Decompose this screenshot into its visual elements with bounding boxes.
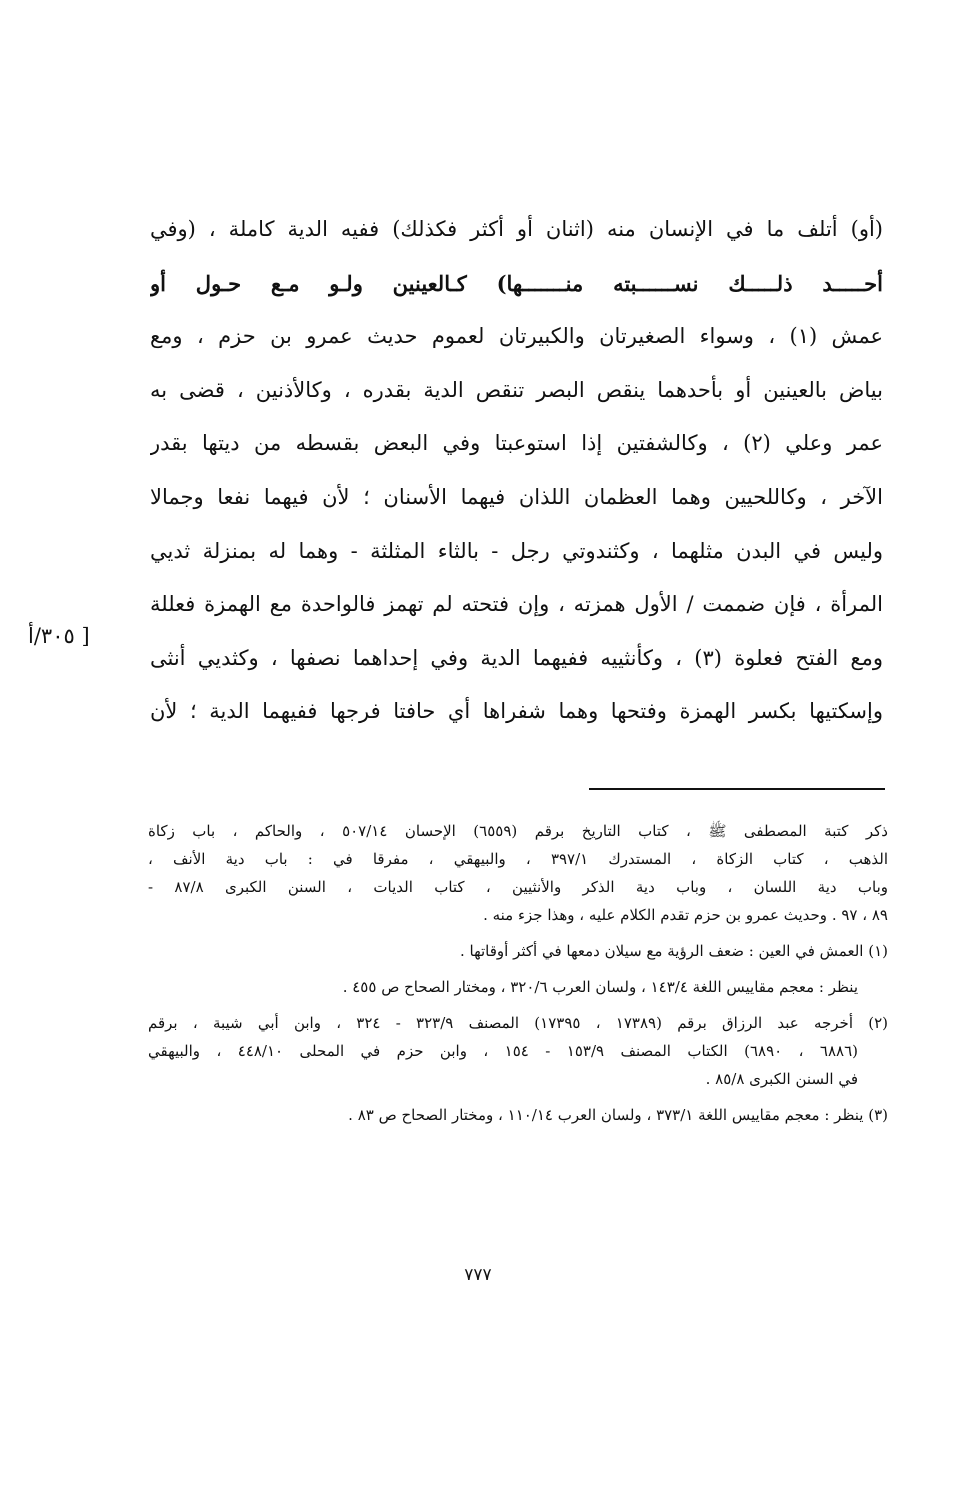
body-line-3: عمش (١) ، وسواء الصغيرتان والكبيرتان لعموم حديث عمرو بن حزم ، ومع: [150, 324, 883, 349]
body-line-4: بياض بالعينين أو بأحدهما ينقص البصر تنقص الدية بقدره ، وكالأذنين ، قضى به: [150, 377, 883, 402]
footnote-1-line-1: (١) العمش في العين : ضعف الرؤية مع سيلان دمعها في أكثر أوقاتها .: [459, 942, 888, 960]
footnote-separator: [589, 788, 885, 790]
body-line-7: وليس في البدن مثلهما ، وكثندوتي رجل - بالثاء المثلثة - وهما له بمنزلة ثديي: [150, 538, 883, 563]
body-line-5: عمر وعلي (٢) ، وكالشفتين إذا استوعبتا وفي البعض بقسطه من ديتها بقدر: [150, 431, 883, 456]
body-line-10: وإسكتيها بكسر الهمزة وفتحها وهما شفراها أي حافتا فرجها ففيهما الدية ؛ لأن: [150, 699, 883, 724]
footnote-1-line-2: ينظر : معجم مقاييس اللغة ١٤٣/٤ ، ولسان العرب ٣٢٠/٦ ، ومختار الصحاح ص ٤٥٥ .: [342, 978, 858, 996]
manuscript-folio-marker: [ ٣٠٥/أ: [28, 624, 90, 648]
body-line-8: المرأة ، فإن ضممت / الأول همزته ، وإن فتحته لم تهمز فالواحدة مع الهمزة فعللة: [150, 592, 883, 617]
footnote-2-line-2: (٦٨٨٦ ، ٦٨٩٠) الكتاب المصنف ١٥٣/٩ - ١٥٤ ، وابن حزم في المحلى ٤٤٨/١٠ ، والبيهقي: [148, 1042, 858, 1060]
main-text-block: [150, 203, 883, 739]
body-line-2: أحـــــد ذلـــــك نســــــبته منـــــــها) كـالعينين ولـو مـع حـول أو: [150, 270, 883, 296]
footnote-3-line-1: (٣) ينظر : معجم مقاييس اللغة ٣٧٣/١ ، ولسان العرب ١١٠/١٤ ، ومختار الصحاح ص ٨٣ .: [348, 1106, 888, 1124]
footnote-carryover-line-4: ٨٩ ، ٩٧ . وحديث عمرو بن حزم تقدم الكلام عليه ، وهذا جزء منه .: [483, 906, 888, 924]
footnote-2-line-3: في السنن الكبرى ٨٥/٨ .: [705, 1070, 858, 1088]
page-number: ٧٧٧: [464, 1265, 492, 1285]
body-line-6: الآخر ، وكاللحيين وهما العظمان اللذان فيهما الأسنان ؛ لأن فيهما نفعا وجمالا: [150, 484, 883, 509]
body-line-9: ومع الفتح فعلوة (٣) ، وكأنثييه ففيهما الدية وفي إحداهما نصفها ، وكثديي أنثى: [150, 645, 883, 670]
body-line-1: (أو) أتلف ما في الإنسان منه (اثنان أو أكثر فكذلك) ففيه الدية كاملة ، (وفي: [150, 217, 883, 241]
footnotes-block: [148, 818, 888, 1130]
footnote-carryover-line-1: ذكر كتبة المصطفى ﷺ ، كتاب التاريخ برقم (٦٥٥٩) الإحسان ٥٠٧/١٤ ، والحاكم ، باب زكاة: [148, 822, 888, 840]
footnote-carryover-line-2: الذهب ، كتاب الزكاة ، المستدرك ٣٩٧/١ ، والبيهقي ، مفرقا في : باب دية الأنف ،: [148, 850, 888, 868]
footnote-carryover-line-3: وباب دية اللسان ، وباب دية الذكر والأنثيين ، كتاب الديات ، السنن الكبرى ٨٧/٨ -: [148, 878, 888, 896]
footnote-2-line-1: (٢) أخرجه عبد الرزاق برقم (١٧٣٨٩ ، ١٧٣٩٥) المصنف ٣٢٣/٩ - ٣٢٤ ، وابن أبي شيبة ، برقم: [148, 1014, 888, 1032]
